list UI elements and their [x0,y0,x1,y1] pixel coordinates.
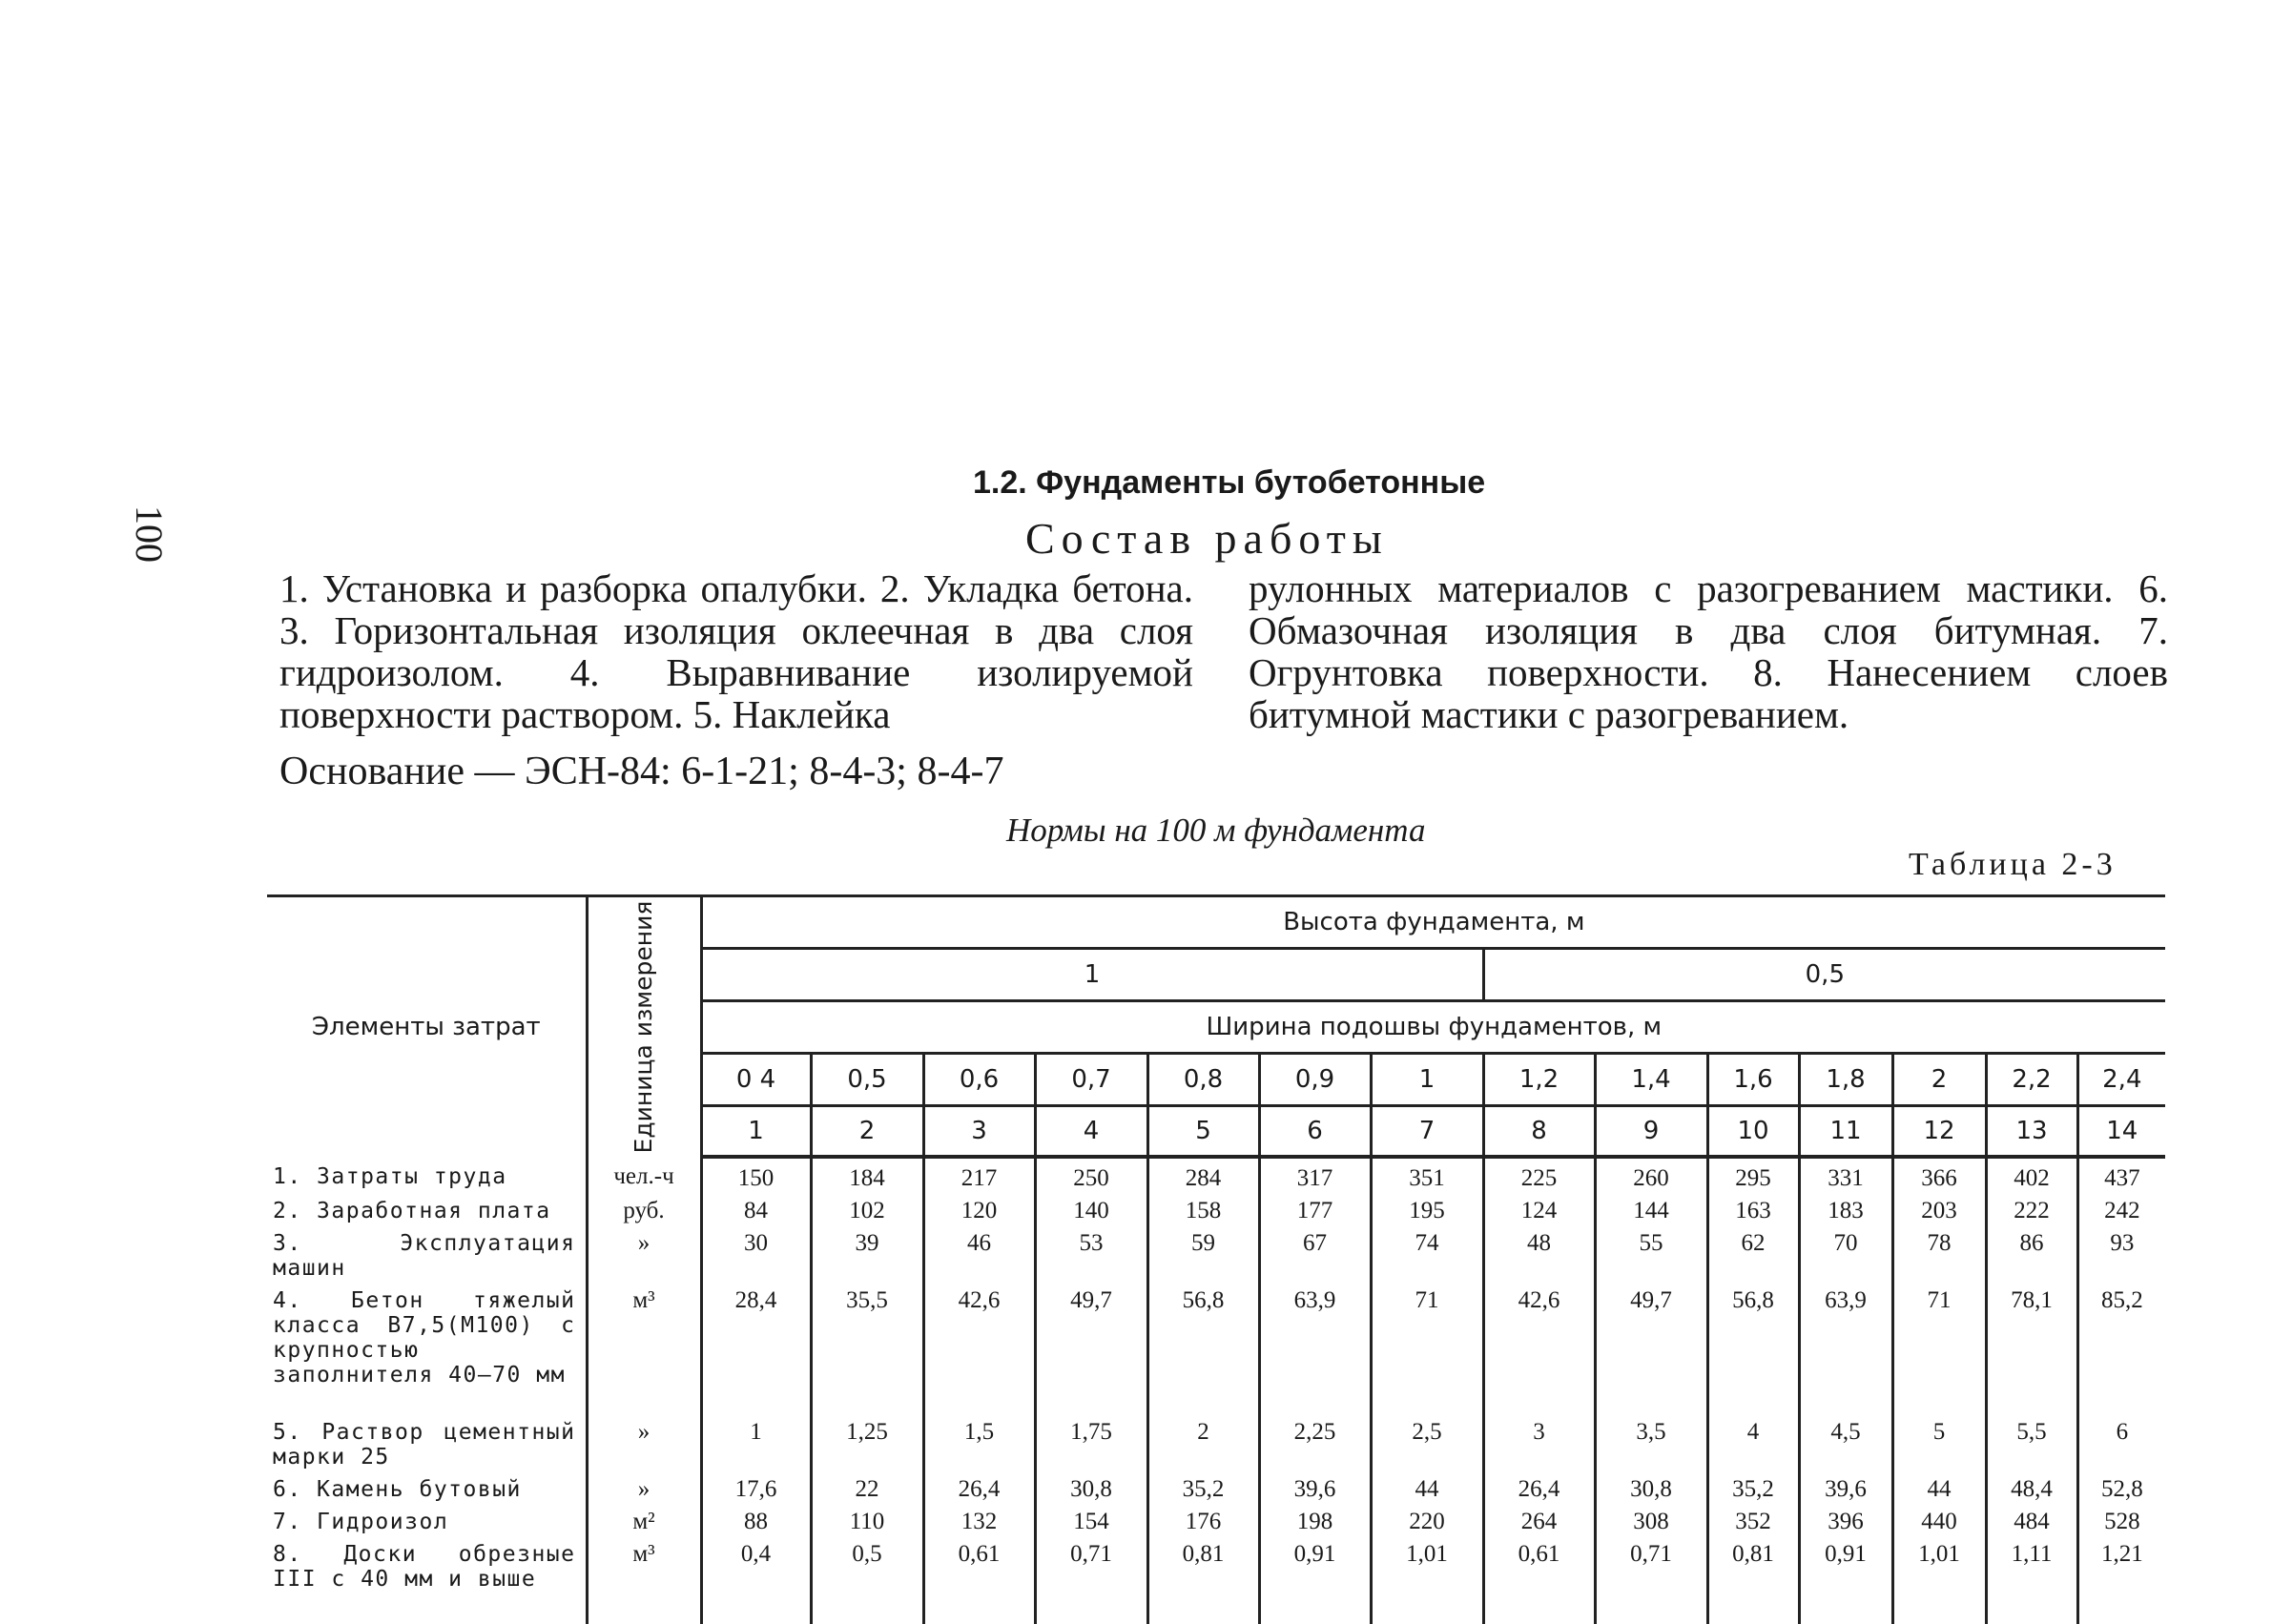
width-value: 2 [1892,1054,1986,1106]
cost-element-name: 6. Камень бутовый [267,1470,587,1502]
spacer-cell [1799,1616,1892,1624]
width-value: 2,2 [1986,1054,2077,1106]
value-cell: 331 [1799,1157,1892,1191]
value-cell: 0,4 [701,1534,811,1616]
value-cell: 177 [1259,1191,1371,1223]
value-cell: 39,6 [1259,1470,1371,1502]
value-cell: 5,5 [1986,1412,2077,1470]
column-number: 9 [1595,1106,1707,1158]
column-number: 4 [1035,1106,1147,1158]
value-cell: 220 [1371,1502,1483,1534]
column-number: 5 [1147,1106,1259,1158]
value-cell: 6 [2077,1412,2165,1470]
value-cell: 1,5 [923,1412,1035,1470]
width-value: 1,6 [1707,1054,1799,1106]
width-value: 0 4 [701,1054,811,1106]
table-row [267,1502,2165,1534]
value-cell: 440 [1892,1502,1986,1534]
value-cell: 55 [1595,1223,1707,1281]
width-header: Ширина подошвы фундаментов, м [701,1001,2165,1054]
value-cell: 39,6 [1799,1470,1892,1502]
unit-cell: м³ [587,1281,701,1412]
value-cell: 35,2 [1707,1470,1799,1502]
value-cell: 30,8 [1595,1470,1707,1502]
page-number: 100 [128,505,171,563]
value-cell: 1,25 [811,1412,923,1470]
basis-reference: Основание — ЭСН-84: 6-1-21; 8-4-3; 8-4-7 [279,750,1004,793]
value-cell: 260 [1595,1157,1707,1191]
cost-element-name: 8. Доски обрезные III с 40 мм и выше [267,1534,587,1616]
value-cell: 366 [1892,1157,1986,1191]
value-cell: 42,6 [1483,1281,1595,1412]
spacer-cell [2077,1616,2165,1624]
value-cell: 1,11 [1986,1534,2077,1616]
value-cell: 217 [923,1157,1035,1191]
value-cell: 1 [701,1412,811,1470]
value-cell: 67 [1259,1223,1371,1281]
value-cell: 30,8 [1035,1470,1147,1502]
work-description-column-1: 1. Установка и разборка опалубки. 2. Укладка бетона. 3. Горизонтальная изоляция оклеечная в два слоя гидроизолом. 4. Выравнивание изолируемой поверхности раствором. 5. Наклейка [279,566,1193,736]
width-value: 0,5 [811,1054,923,1106]
column-number: 2 [811,1106,923,1158]
value-cell: 402 [1986,1157,2077,1191]
width-value: 0,6 [923,1054,1035,1106]
value-cell: 30 [701,1223,811,1281]
value-cell: 437 [2077,1157,2165,1191]
norms-caption: Нормы на 100 м фундамента [1006,812,1426,849]
work-description-column-2: рулонных материалов с разогреванием мастики. 6. Обмазочная изоляция в два слоя битумная. 7. Огрунтовка поверхности. 8. Нанесением слоев битумной мастики с разогреванием. [1249,566,2168,736]
value-cell: 1,01 [1892,1534,1986,1616]
value-cell: 484 [1986,1502,2077,1534]
spacer-cell [1595,1616,1707,1624]
value-cell: 49,7 [1595,1281,1707,1412]
composition-heading: Состав работы [1025,514,1389,563]
unit-cell: » [587,1223,701,1281]
elements-header: Элементы затрат [267,896,587,1158]
value-cell: 28,4 [701,1281,811,1412]
spacer-cell [1371,1616,1483,1624]
value-cell: 42,6 [923,1281,1035,1412]
table-body [267,1157,2165,1624]
cost-element-name: 7. Гидроизол [267,1502,587,1534]
value-cell: 150 [701,1157,811,1191]
value-cell: 44 [1371,1470,1483,1502]
value-cell: 2 [1147,1412,1259,1470]
value-cell: 93 [2077,1223,2165,1281]
spacer-cell [1035,1616,1147,1624]
norms-table [267,894,2165,1624]
value-cell: 120 [923,1191,1035,1223]
unit-header-cell [587,896,701,1158]
value-cell: 295 [1707,1157,1799,1191]
table-row [267,1223,2165,1281]
value-cell: 70 [1799,1223,1892,1281]
column-number: 10 [1707,1106,1799,1158]
table-row [267,1157,2165,1191]
value-cell: 17,6 [701,1470,811,1502]
width-value: 0,7 [1035,1054,1147,1106]
table-row [267,1534,2165,1616]
value-cell: 110 [811,1502,923,1534]
value-cell: 1,75 [1035,1412,1147,1470]
spacer-cell [267,1616,587,1624]
value-cell: 56,8 [1707,1281,1799,1412]
column-number: 3 [923,1106,1035,1158]
table-row [267,1412,2165,1470]
value-cell: 317 [1259,1157,1371,1191]
width-value: 2,4 [2077,1054,2165,1106]
value-cell: 225 [1483,1157,1595,1191]
value-cell: 39 [811,1223,923,1281]
table-bottom-spacer [267,1616,2165,1624]
value-cell: 56,8 [1147,1281,1259,1412]
unit-header: Единица измерения [630,900,657,1154]
column-number: 11 [1799,1106,1892,1158]
table-row [267,1281,2165,1412]
value-cell: 396 [1799,1502,1892,1534]
column-number: 13 [1986,1106,2077,1158]
value-cell: 0,61 [1483,1534,1595,1616]
value-cell: 176 [1147,1502,1259,1534]
height-group-2: 0,5 [1483,949,2165,1001]
value-cell: 198 [1259,1502,1371,1534]
value-cell: 53 [1035,1223,1147,1281]
value-cell: 163 [1707,1191,1799,1223]
cost-element-name: 2. Заработная плата [267,1191,587,1223]
unit-cell: м³ [587,1534,701,1616]
height-header: Высота фундамента, м [701,896,2165,949]
value-cell: 62 [1707,1223,1799,1281]
value-cell: 264 [1483,1502,1595,1534]
value-cell: 63,9 [1799,1281,1892,1412]
value-cell: 0,91 [1799,1534,1892,1616]
value-cell: 284 [1147,1157,1259,1191]
value-cell: 71 [1892,1281,1986,1412]
cost-element-name: 3. Эксплуатация машин [267,1223,587,1281]
width-value: 1,4 [1595,1054,1707,1106]
value-cell: 195 [1371,1191,1483,1223]
value-cell: 2,5 [1371,1412,1483,1470]
spacer-cell [587,1616,701,1624]
value-cell: 44 [1892,1470,1986,1502]
value-cell: 26,4 [923,1470,1035,1502]
value-cell: 0,91 [1259,1534,1371,1616]
value-cell: 26,4 [1483,1470,1595,1502]
unit-cell: м² [587,1502,701,1534]
value-cell: 0,81 [1707,1534,1799,1616]
spacer-cell [923,1616,1035,1624]
value-cell: 49,7 [1035,1281,1147,1412]
width-value: 1,8 [1799,1054,1892,1106]
value-cell: 88 [701,1502,811,1534]
column-number: 6 [1259,1106,1371,1158]
section-title: 1.2. Фундаменты бутобетонные [973,464,1486,501]
spacer-cell [1483,1616,1595,1624]
cost-element-name: 1. Затраты труда [267,1157,587,1191]
value-cell: 0,71 [1595,1534,1707,1616]
table-label: Таблица 2-3 [1909,847,2117,882]
value-cell: 48,4 [1986,1470,2077,1502]
value-cell: 71 [1371,1281,1483,1412]
value-cell: 184 [811,1157,923,1191]
value-cell: 352 [1707,1502,1799,1534]
value-cell: 0,71 [1035,1534,1147,1616]
value-cell: 48 [1483,1223,1595,1281]
table-row [267,1470,2165,1502]
cost-element-name: 4. Бетон тяжелый класса В7,5(М100) с крупностью заполнителя 40—70 мм [267,1281,587,1412]
value-cell: 0,61 [923,1534,1035,1616]
value-cell: 1,21 [2077,1534,2165,1616]
spacer-cell [811,1616,923,1624]
value-cell: 2,25 [1259,1412,1371,1470]
width-value: 1 [1371,1054,1483,1106]
column-number: 1 [701,1106,811,1158]
width-value: 1,2 [1483,1054,1595,1106]
value-cell: 351 [1371,1157,1483,1191]
value-cell: 35,5 [811,1281,923,1412]
value-cell: 140 [1035,1191,1147,1223]
cost-element-name: 5. Раствор цементный марки 25 [267,1412,587,1470]
column-number: 14 [2077,1106,2165,1158]
spacer-cell [1259,1616,1371,1624]
value-cell: 85,2 [2077,1281,2165,1412]
column-number: 8 [1483,1106,1595,1158]
value-cell: 203 [1892,1191,1986,1223]
value-cell: 63,9 [1259,1281,1371,1412]
spacer-cell [1707,1616,1799,1624]
value-cell: 78 [1892,1223,1986,1281]
value-cell: 132 [923,1502,1035,1534]
value-cell: 46 [923,1223,1035,1281]
value-cell: 74 [1371,1223,1483,1281]
spacer-cell [701,1616,811,1624]
unit-cell: чел.-ч [587,1157,701,1191]
value-cell: 124 [1483,1191,1595,1223]
value-cell: 4,5 [1799,1412,1892,1470]
value-cell: 250 [1035,1157,1147,1191]
unit-cell: руб. [587,1191,701,1223]
value-cell: 59 [1147,1223,1259,1281]
width-value: 0,9 [1259,1054,1371,1106]
value-cell: 22 [811,1470,923,1502]
column-number: 12 [1892,1106,1986,1158]
height-group-1: 1 [701,949,1483,1001]
value-cell: 242 [2077,1191,2165,1223]
unit-cell: » [587,1412,701,1470]
value-cell: 154 [1035,1502,1147,1534]
value-cell: 86 [1986,1223,2077,1281]
unit-cell: » [587,1470,701,1502]
spacer-cell [1986,1616,2077,1624]
value-cell: 158 [1147,1191,1259,1223]
value-cell: 222 [1986,1191,2077,1223]
value-cell: 0,81 [1147,1534,1259,1616]
table-row [267,1191,2165,1223]
norms-table-container [267,894,2165,1624]
value-cell: 35,2 [1147,1470,1259,1502]
value-cell: 183 [1799,1191,1892,1223]
value-cell: 78,1 [1986,1281,2077,1412]
spacer-cell [1892,1616,1986,1624]
value-cell: 0,5 [811,1534,923,1616]
value-cell: 5 [1892,1412,1986,1470]
value-cell: 144 [1595,1191,1707,1223]
value-cell: 52,8 [2077,1470,2165,1502]
value-cell: 84 [701,1191,811,1223]
width-value: 0,8 [1147,1054,1259,1106]
spacer-cell [1147,1616,1259,1624]
value-cell: 1,01 [1371,1534,1483,1616]
value-cell: 3 [1483,1412,1595,1470]
value-cell: 3,5 [1595,1412,1707,1470]
value-cell: 308 [1595,1502,1707,1534]
value-cell: 102 [811,1191,923,1223]
value-cell: 528 [2077,1502,2165,1534]
column-number: 7 [1371,1106,1483,1158]
value-cell: 4 [1707,1412,1799,1470]
